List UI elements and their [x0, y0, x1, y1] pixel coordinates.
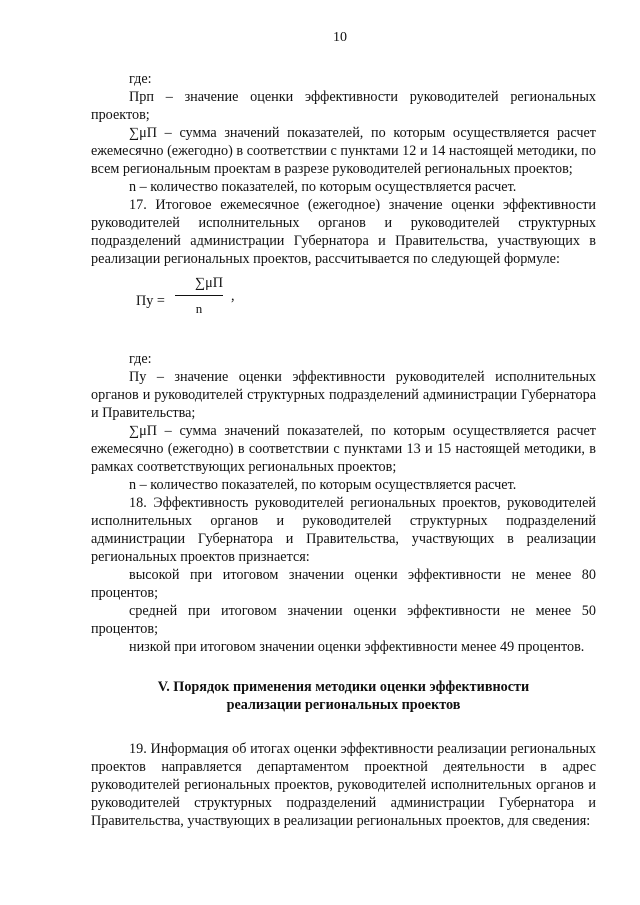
section-title-line1: V. Порядок применения методики оценки эффективности [157, 679, 530, 695]
efficiency-high: высокой при итоговом значении оценки эффективности не менее 80 процентов; [91, 567, 596, 601]
formula-pu [91, 274, 596, 326]
sum-definition-1: ∑μП – сумма значений показателей, по которым осуществляется расчет ежемесячно (ежегодно) в соответствии с пунктами 12 и 14 настоящей методики, по всем региональным проектам в разрезе руководителей региональных проектов; [91, 125, 596, 177]
formula-numerator: ∑μП [195, 275, 223, 291]
page-number: 10 [333, 30, 347, 45]
paragraph-18: 18. Эффективность руководителей региональных проектов, руководителей исполнительных органов и руководителей структурных подразделений администрации Губернатора и Правительства, участвующих в реализации региональных проектов признается: [91, 495, 596, 565]
formula-comma: , [231, 288, 235, 304]
section-title-line2: реализации региональных проектов [226, 697, 461, 713]
sum-definition-2: ∑μП – сумма значений показателей, по которым осуществляется расчет ежемесячно (ежегодно) в соответствии с пунктами 13 и 15 настоящей методики, в рамках соответствующих региональных проектов; [91, 423, 596, 475]
formula-lhs: Пу = [136, 293, 165, 309]
document-body [91, 70, 596, 830]
prp-definition: Прп – значение оценки эффективности руководителей региональных проектов; [91, 89, 596, 123]
n-definition-2: n – количество показателей, по которым осуществляется расчет. [129, 477, 517, 493]
fraction-bar [175, 295, 223, 296]
where-label-2: где: [129, 351, 152, 367]
paragraph-17: 17. Итоговое ежемесячное (ежегодное) значение оценки эффективности руководителей исполнительных органов и руководителей структурных подразделений администрации Губернатора и Правительства, участвующих в реализации региональных проектов, рассчитывается по следующей формуле: [91, 197, 596, 267]
n-definition-1: n – количество показателей, по которым осуществляется расчет. [129, 179, 517, 195]
paragraph-19: 19. Информация об итогах оценки эффективности реализации региональных проектов направляется департаментом проектной деятельности в адрес руководителей региональных проектов, руководителей исполнительных органов и руководителей структурных подразделений администрации Губернатора и Правительства, участвующих в реализации региональных проектов, для сведения: [91, 741, 596, 829]
pu-definition: Пу – значение оценки эффективности руководителей исполнительных органов и руководителей структурных подразделений администрации Губернатора и Правительства; [91, 369, 596, 421]
efficiency-low: низкой при итоговом значении оценки эффективности менее 49 процентов. [129, 639, 585, 655]
efficiency-medium: средней при итоговом значении оценки эффективности не менее 50 процентов; [91, 603, 596, 637]
where-label-1: где: [129, 71, 152, 87]
formula-denominator: n [195, 301, 203, 316]
section-title [91, 678, 596, 714]
